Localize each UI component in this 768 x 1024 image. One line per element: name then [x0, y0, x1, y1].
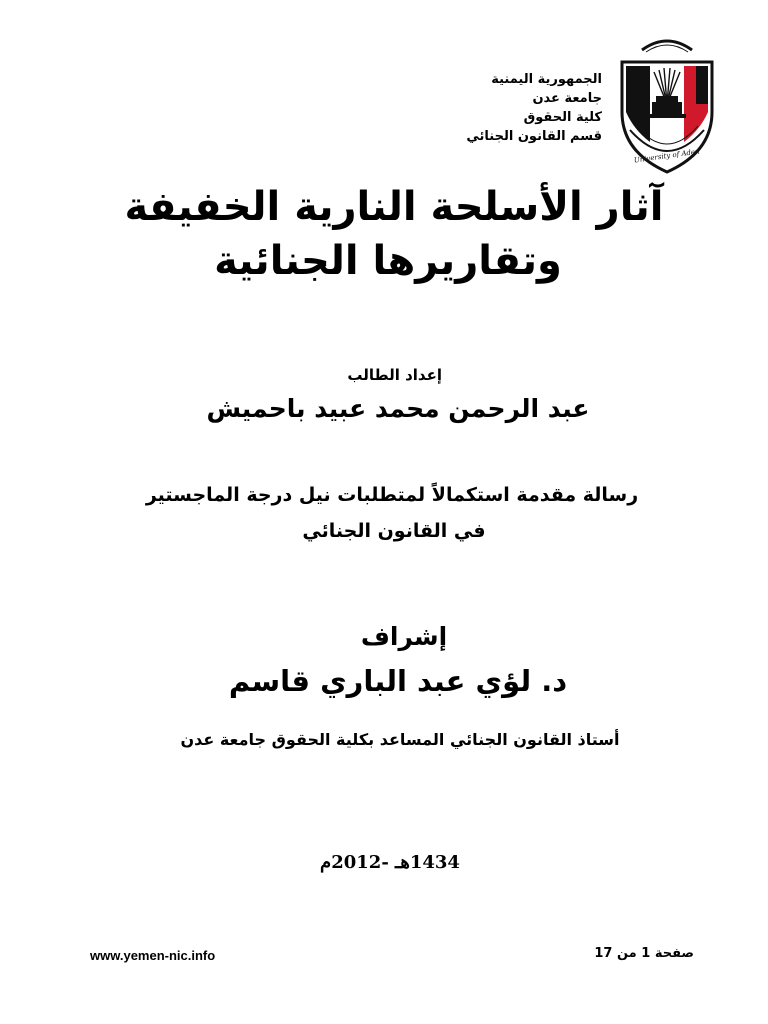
- thesis-statement-line-1: رسالة مقدمة استكمالاً لمتطلبات نيل درجة الماجستير: [145, 484, 639, 506]
- header-line-department: قسم القانون الجنائي: [466, 129, 602, 144]
- footer-page-info: صفحة 1 من 17: [594, 946, 694, 961]
- thesis-title-line-1: آثار الأسلحة النارية الخفيفة: [124, 184, 664, 230]
- footer-website: www.yemen-nic.info: [90, 948, 216, 963]
- thesis-statement-line-2: في القانون الجنائي: [302, 520, 486, 542]
- supervision-label: إشراف: [360, 622, 448, 651]
- date-line: 1434هـ -2012م: [320, 852, 460, 873]
- thesis-title-line-2: وتقاريرها الجنائية: [214, 238, 562, 284]
- university-seal-icon: [612, 22, 722, 178]
- header-line-university: جامعة عدن: [532, 91, 602, 106]
- prepared-by-label: إعداد الطالب: [347, 366, 442, 384]
- institution-header: [382, 70, 602, 146]
- student-name: عبد الرحمن محمد عبيد باحميش: [206, 394, 590, 423]
- header-line-republic: الجمهورية اليمنية: [491, 72, 602, 87]
- supervisor-name: د. لؤي عبد الباري قاسم: [228, 664, 568, 698]
- seal-motto-text: University of Aden: [633, 147, 701, 165]
- supervisor-title: أستاذ القانون الجنائي المساعد بكلية الحقوق جامعة عدن: [180, 730, 620, 749]
- header-line-faculty: كلية الحقوق: [523, 110, 602, 125]
